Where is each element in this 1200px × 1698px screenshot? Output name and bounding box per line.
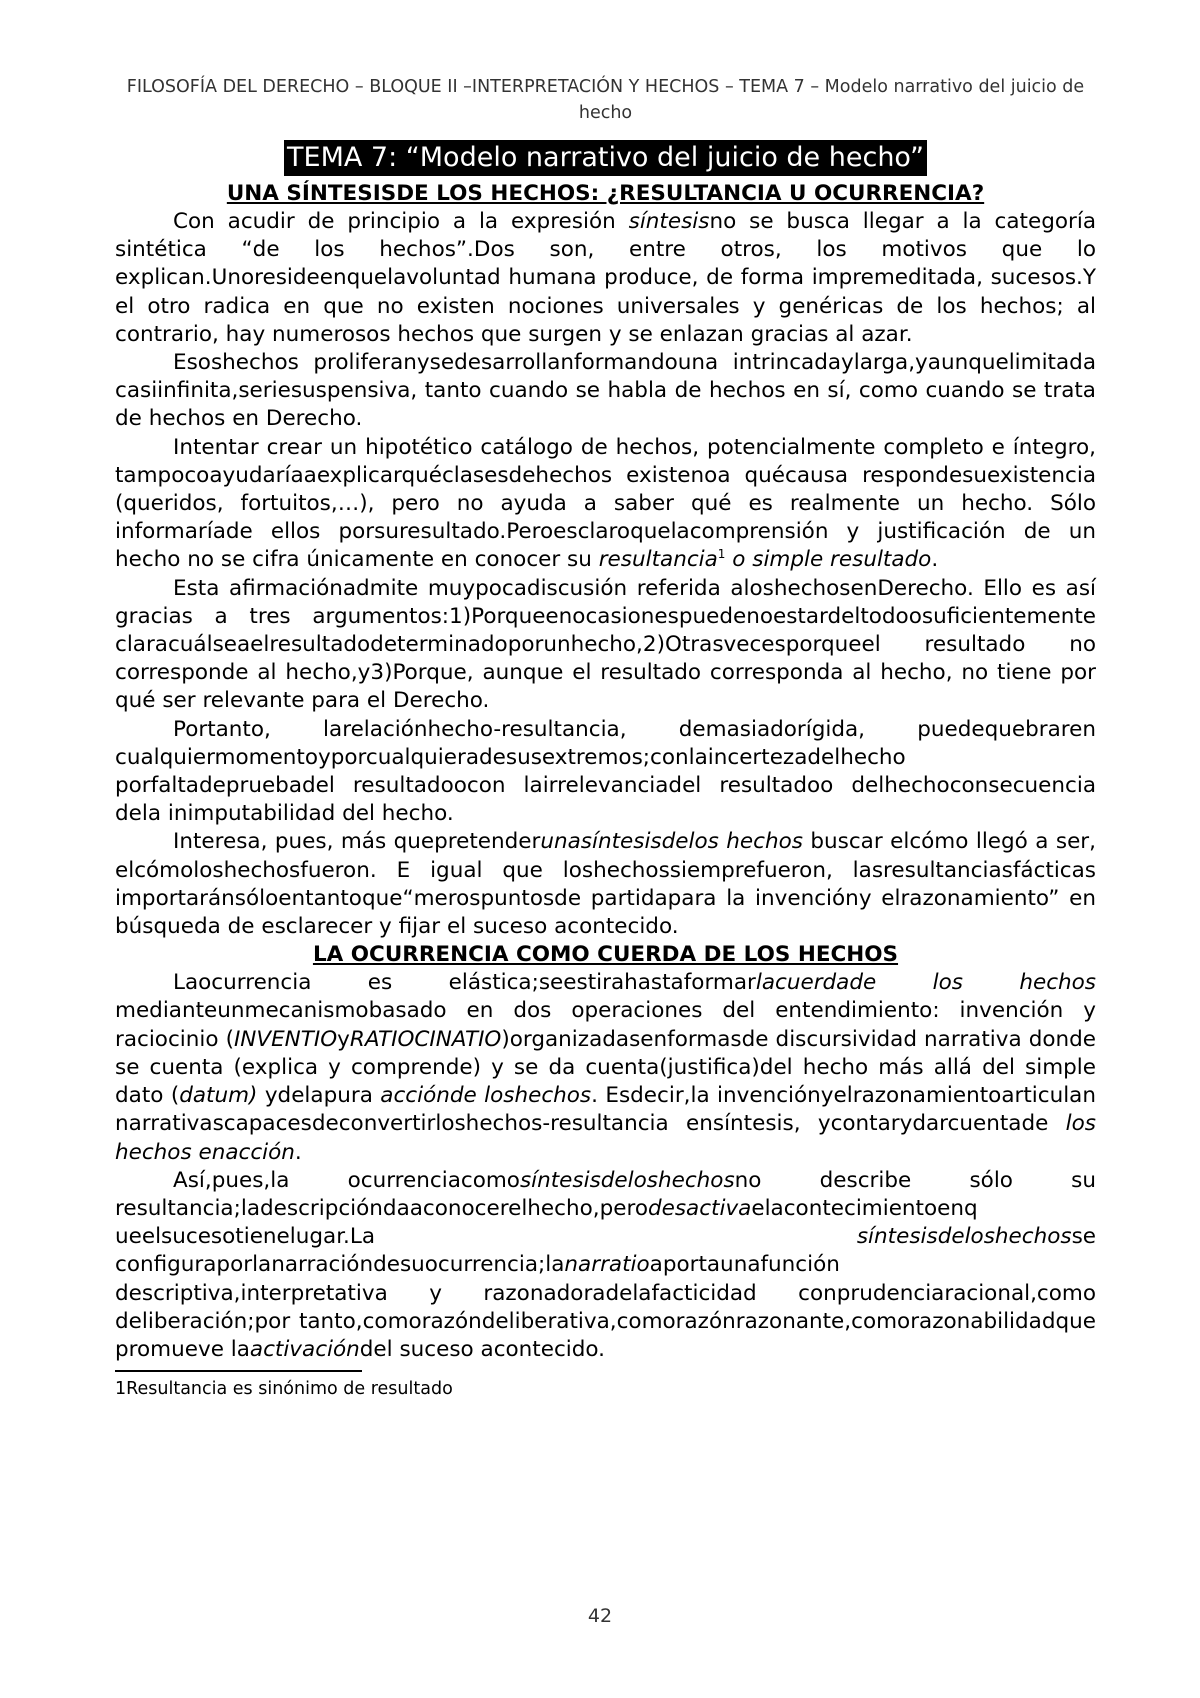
- italic-run: síntesisdeloshechos: [856, 1224, 1072, 1250]
- italic-run: síntesis: [628, 209, 710, 234]
- paragraph-6: [115, 828, 1096, 941]
- text-run: .: [931, 547, 939, 573]
- text-run: ydelapura: [257, 1083, 381, 1109]
- italic-run: RATIOCINATIO: [349, 1026, 502, 1052]
- paragraph-1: [115, 208, 1096, 349]
- paragraph-4: Esta afirmaciónadmite muypocadiscusión referida aloshechosenDerecho. Ello es así gracias a tres argumentos:1)Porqueenocasionespuedenoestardeltodoosuficientemente claracuálseaelresultadodeterminadoporunhecho,2)Otrasvecesporqueel resultado no corresponde al hecho,y3)Porque, aunque el resultado corresponda al hecho, no tiene por qué ser relevante para el Derecho.: [115, 575, 1096, 714]
- text-run: se configuraporlanarracióndesuocurrencia;la: [115, 1224, 1096, 1278]
- paragraph-2: Esoshechos proliferanysedesarrollanformandouna intrincadaylarga,yaunquelimitada casiinfinita,seriesuspensiva, tanto cuando se habla de hechos en sí, como cuando se trata de hechos en Derecho.: [115, 350, 1096, 432]
- italic-run: resultancia: [598, 547, 718, 573]
- italic-run: lacuerdade los hechos: [755, 970, 1097, 996]
- footnote: 1Resultancia es sinónimo de resultado: [115, 1379, 453, 1400]
- text-run: y: [337, 1026, 350, 1052]
- text-run: del suceso acontecido.: [359, 1336, 606, 1362]
- text-run: .: [294, 1139, 302, 1165]
- italic-run: los hechos enacción: [115, 1111, 1096, 1165]
- text-run: )organizadasenformasde discursividad narrativa donde se cuenta (explica y comprende) y se da cuenta(justifica)del hecho más allá del simple dato (: [115, 1026, 1096, 1109]
- italic-run: síntesisdeloshechos: [519, 1167, 735, 1193]
- document-title: TEMA 7: “Modelo narrativo del juicio de hecho”: [284, 140, 927, 176]
- italic-run: datum): [179, 1083, 258, 1109]
- footnote-separator: [115, 1370, 362, 1372]
- text-run: elacontecimientoenq ueelsucesotienelugar.La: [115, 1195, 978, 1250]
- text-run: Interesa, pues, más quepretender: [173, 829, 541, 855]
- text-run: no se busca llegar a la categoría sintética “de los hechos”.Dos son, entre otros, los motivos que lo explican.Unoresideenquelavoluntad humana produce, de forma impremeditada, sucesos.Y el otro radica en que no existen nociones universales y genéricas de los hechos; al contrario, hay numerosos hechos que surgen y se enlazan gracias al azar.: [115, 209, 1096, 347]
- italic-run: unasíntesisdelos hechos: [540, 829, 803, 855]
- text-run: medianteunmecanismobasado en dos operaciones del entendimiento: invención y raciocinio (: [115, 998, 1096, 1052]
- italic-run: narratio: [564, 1252, 650, 1278]
- paragraph-3: [115, 434, 1096, 575]
- text-run: Laocurrencia es elástica;seestirahastaformar: [173, 970, 756, 996]
- italic-run: desactiva: [647, 1195, 752, 1221]
- text-run: Así,pues,la ocurrenciacomo: [173, 1167, 520, 1193]
- italic-run: INVENTIO: [233, 1026, 338, 1052]
- text-run: Con acudir de principio a la expresión: [173, 209, 629, 234]
- italic-run: acciónde loshechos: [380, 1083, 592, 1109]
- italic-run: activación: [249, 1336, 360, 1362]
- text-run: Intentar crear un hipotético catálogo de hechos, potencialmente completo e íntegro, tampocoayudaríaaexplicarquéclasesdehechos existenoa quécausa respondesuexistencia (queridos, fortuitos,…), pero no ayuda a saber qué es realmente un hecho. Sólo informaríade ellos porsuresultado.Peroesclaroquelacomprensión y justificación de un hecho no se cifra únicamente en conocer su: [115, 434, 1096, 573]
- paragraph-8: [115, 1167, 1096, 1364]
- section-heading-sintesis: UNA SÍNTESISDE LOS HECHOS: ¿RESULTANCIA U OCURRENCIA?: [226, 181, 985, 206]
- page-number: 42: [587, 1605, 613, 1627]
- footnote-ref: 1: [717, 547, 726, 562]
- text-run: buscar elcómo llegó a ser, elcómoloshechosfueron. E igual que loshechossiemprefueron, lasresultanciasfácticas importaránsóloentantoque“merospuntosde partidapara la invencióny elrazonamiento” en búsqueda de esclarecer y fijar el suceso acontecido.: [115, 829, 1096, 940]
- text-run: . Esdecir,la invenciónyelrazonamientoarticulan narrativascapacesdeconvertirloshechos-resultancia ensíntesis, ycontarydarcuentade: [115, 1083, 1096, 1137]
- text-run: no describe sólo su resultancia;ladescripcióndaaconocerelhecho,pero: [115, 1167, 1096, 1221]
- paragraph-5: Portanto, larelaciónhecho-resultancia, demasiadorígida, puedequebraren cualquiermomentoyporcualquieradesusextremos;conlaincertezadelhecho porfaltadepruebadel resultadoocon lairrelevanciadel resultadoo delhechoconsecuencia dela inimputabilidad del hecho.: [115, 716, 1096, 827]
- title-wrap: [115, 140, 1096, 180]
- section-heading-ocurrencia: LA OCURRENCIA COMO CUERDA DE LOS HECHOS: [312, 942, 899, 968]
- italic-run: o simple resultado: [725, 547, 932, 573]
- text-run: aportaunafunción descriptiva,interpretativa y razonadoradelafacticidad conprudenciaracional,como deliberación;por tanto,comorazóndeliberativa,comorazónrazonante,comorazonabilidadque promueve la: [115, 1252, 1096, 1362]
- running-header: FILOSOFÍA DEL DERECHO – BLOQUE II –INTERPRETACIÓN Y HECHOS – TEMA 7 – Modelo narrativo del juicio de hecho: [126, 77, 1085, 123]
- paragraph-7: [115, 969, 1096, 1166]
